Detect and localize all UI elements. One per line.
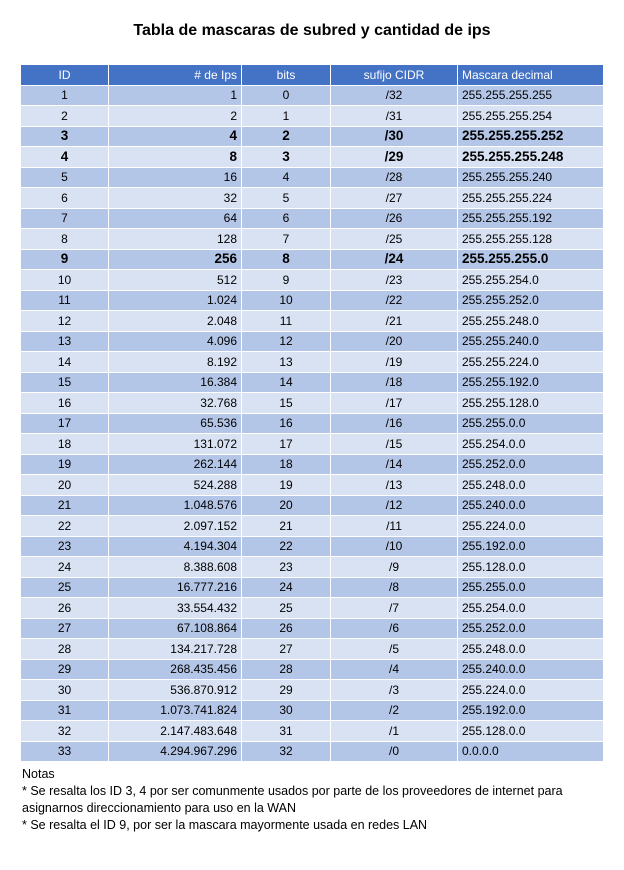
cell-id: 25 bbox=[21, 577, 109, 598]
cell-ips: 524.288 bbox=[109, 475, 242, 496]
cell-bits: 6 bbox=[242, 208, 331, 229]
cell-ips: 8 bbox=[109, 147, 242, 168]
table-row bbox=[21, 413, 604, 434]
cell-cidr: /16 bbox=[331, 413, 458, 434]
cell-cidr: /5 bbox=[331, 639, 458, 660]
cell-id: 27 bbox=[21, 618, 109, 639]
cell-bits: 28 bbox=[242, 659, 331, 680]
cell-mask: 255.224.0.0 bbox=[458, 680, 604, 701]
cell-bits: 10 bbox=[242, 290, 331, 311]
cell-id: 32 bbox=[21, 721, 109, 742]
cell-id: 5 bbox=[21, 167, 109, 188]
cell-mask: 255.254.0.0 bbox=[458, 434, 604, 455]
cell-id: 13 bbox=[21, 331, 109, 352]
cell-id: 2 bbox=[21, 106, 109, 127]
cell-mask: 255.255.255.252 bbox=[458, 126, 604, 147]
cell-bits: 17 bbox=[242, 434, 331, 455]
table-row bbox=[21, 741, 604, 762]
cell-ips: 65.536 bbox=[109, 413, 242, 434]
cell-mask: 255.255.192.0 bbox=[458, 372, 604, 393]
cell-ips: 2.097.152 bbox=[109, 516, 242, 537]
cell-cidr: /13 bbox=[331, 475, 458, 496]
cell-cidr: /25 bbox=[331, 229, 458, 250]
cell-bits: 5 bbox=[242, 188, 331, 209]
cell-cidr: /28 bbox=[331, 167, 458, 188]
subnet-mask-table bbox=[20, 64, 604, 762]
cell-mask: 255.255.252.0 bbox=[458, 290, 604, 311]
cell-cidr: /8 bbox=[331, 577, 458, 598]
table-row bbox=[21, 311, 604, 332]
note-wan: * Se resalta los ID 3, 4 por ser comunmente usados por parte de los proveedores de internet para asignarnos direccionamiento para uso en la WAN bbox=[22, 784, 563, 815]
cell-mask: 255.240.0.0 bbox=[458, 495, 604, 516]
cell-bits: 21 bbox=[242, 516, 331, 537]
cell-cidr: /4 bbox=[331, 659, 458, 680]
cell-id: 11 bbox=[21, 290, 109, 311]
cell-mask: 255.255.240.0 bbox=[458, 331, 604, 352]
cell-mask: 255.255.255.192 bbox=[458, 208, 604, 229]
cell-cidr: /32 bbox=[331, 85, 458, 106]
cell-ips: 1.024 bbox=[109, 290, 242, 311]
column-header-cidr: sufijo CIDR bbox=[331, 65, 458, 86]
cell-bits: 32 bbox=[242, 741, 331, 762]
cell-bits: 4 bbox=[242, 167, 331, 188]
table-row bbox=[21, 598, 604, 619]
table-row bbox=[21, 167, 604, 188]
table-row bbox=[21, 126, 604, 147]
cell-cidr: /1 bbox=[331, 721, 458, 742]
cell-ips: 4.096 bbox=[109, 331, 242, 352]
cell-id: 1 bbox=[21, 85, 109, 106]
notes-heading: Notas bbox=[22, 767, 55, 781]
cell-ips: 2.048 bbox=[109, 311, 242, 332]
cell-mask: 255.255.255.0 bbox=[458, 249, 604, 270]
cell-mask: 255.255.255.224 bbox=[458, 188, 604, 209]
table-row bbox=[21, 680, 604, 701]
cell-cidr: /18 bbox=[331, 372, 458, 393]
table-row bbox=[21, 352, 604, 373]
page-title: Tabla de mascaras de subred y cantidad de ips bbox=[133, 22, 491, 39]
cell-cidr: /22 bbox=[331, 290, 458, 311]
cell-cidr: /6 bbox=[331, 618, 458, 639]
table-row bbox=[21, 208, 604, 229]
cell-id: 8 bbox=[21, 229, 109, 250]
note-lan: * Se resalta el ID 9, por ser la mascara mayormente usada en redes LAN bbox=[22, 818, 428, 832]
table-row bbox=[21, 106, 604, 127]
cell-ips: 1 bbox=[109, 85, 242, 106]
cell-mask: 255.255.255.254 bbox=[458, 106, 604, 127]
cell-bits: 18 bbox=[242, 454, 331, 475]
cell-id: 15 bbox=[21, 372, 109, 393]
cell-cidr: /2 bbox=[331, 700, 458, 721]
cell-ips: 2.147.483.648 bbox=[109, 721, 242, 742]
cell-ips: 1.048.576 bbox=[109, 495, 242, 516]
cell-mask: 255.248.0.0 bbox=[458, 639, 604, 660]
cell-bits: 24 bbox=[242, 577, 331, 598]
table-row bbox=[21, 721, 604, 742]
cell-id: 30 bbox=[21, 680, 109, 701]
table-row bbox=[21, 372, 604, 393]
cell-id: 26 bbox=[21, 598, 109, 619]
cell-id: 12 bbox=[21, 311, 109, 332]
table-row bbox=[21, 700, 604, 721]
cell-ips: 8.192 bbox=[109, 352, 242, 373]
cell-mask: 255.255.248.0 bbox=[458, 311, 604, 332]
cell-cidr: /27 bbox=[331, 188, 458, 209]
table-row bbox=[21, 393, 604, 414]
cell-bits: 22 bbox=[242, 536, 331, 557]
table-header-row bbox=[21, 65, 604, 86]
table-row bbox=[21, 331, 604, 352]
cell-bits: 0 bbox=[242, 85, 331, 106]
cell-cidr: /21 bbox=[331, 311, 458, 332]
cell-cidr: /19 bbox=[331, 352, 458, 373]
cell-mask: 255.254.0.0 bbox=[458, 598, 604, 619]
cell-mask: 255.248.0.0 bbox=[458, 475, 604, 496]
table-row bbox=[21, 188, 604, 209]
cell-mask: 255.128.0.0 bbox=[458, 721, 604, 742]
cell-cidr: /0 bbox=[331, 741, 458, 762]
cell-mask: 255.255.255.240 bbox=[458, 167, 604, 188]
cell-id: 7 bbox=[21, 208, 109, 229]
cell-bits: 16 bbox=[242, 413, 331, 434]
cell-cidr: /31 bbox=[331, 106, 458, 127]
cell-bits: 29 bbox=[242, 680, 331, 701]
cell-id: 33 bbox=[21, 741, 109, 762]
cell-bits: 7 bbox=[242, 229, 331, 250]
cell-mask: 255.240.0.0 bbox=[458, 659, 604, 680]
cell-bits: 3 bbox=[242, 147, 331, 168]
cell-bits: 27 bbox=[242, 639, 331, 660]
table-row bbox=[21, 618, 604, 639]
cell-ips: 256 bbox=[109, 249, 242, 270]
cell-id: 23 bbox=[21, 536, 109, 557]
cell-id: 29 bbox=[21, 659, 109, 680]
cell-id: 28 bbox=[21, 639, 109, 660]
cell-cidr: /10 bbox=[331, 536, 458, 557]
table-row bbox=[21, 475, 604, 496]
table-row bbox=[21, 85, 604, 106]
cell-bits: 2 bbox=[242, 126, 331, 147]
cell-ips: 64 bbox=[109, 208, 242, 229]
cell-bits: 11 bbox=[242, 311, 331, 332]
cell-cidr: /7 bbox=[331, 598, 458, 619]
column-header-bits: bits bbox=[242, 65, 331, 86]
cell-ips: 536.870.912 bbox=[109, 680, 242, 701]
cell-mask: 255.255.128.0 bbox=[458, 393, 604, 414]
cell-id: 22 bbox=[21, 516, 109, 537]
cell-mask: 255.192.0.0 bbox=[458, 536, 604, 557]
cell-bits: 26 bbox=[242, 618, 331, 639]
cell-mask: 255.255.255.248 bbox=[458, 147, 604, 168]
table-row bbox=[21, 495, 604, 516]
cell-ips: 32 bbox=[109, 188, 242, 209]
cell-ips: 1.073.741.824 bbox=[109, 700, 242, 721]
cell-mask: 255.192.0.0 bbox=[458, 700, 604, 721]
cell-cidr: /9 bbox=[331, 557, 458, 578]
cell-bits: 23 bbox=[242, 557, 331, 578]
table-row bbox=[21, 229, 604, 250]
cell-cidr: /29 bbox=[331, 147, 458, 168]
cell-mask: 255.255.254.0 bbox=[458, 270, 604, 291]
cell-cidr: /11 bbox=[331, 516, 458, 537]
cell-cidr: /30 bbox=[331, 126, 458, 147]
cell-bits: 9 bbox=[242, 270, 331, 291]
table-row bbox=[21, 270, 604, 291]
cell-id: 9 bbox=[21, 249, 109, 270]
cell-ips: 33.554.432 bbox=[109, 598, 242, 619]
cell-id: 3 bbox=[21, 126, 109, 147]
table-row bbox=[21, 454, 604, 475]
table-row bbox=[21, 516, 604, 537]
cell-ips: 67.108.864 bbox=[109, 618, 242, 639]
table-row bbox=[21, 147, 604, 168]
cell-ips: 4 bbox=[109, 126, 242, 147]
cell-id: 21 bbox=[21, 495, 109, 516]
cell-bits: 31 bbox=[242, 721, 331, 742]
cell-ips: 16.384 bbox=[109, 372, 242, 393]
cell-ips: 4.294.967.296 bbox=[109, 741, 242, 762]
cell-bits: 20 bbox=[242, 495, 331, 516]
cell-id: 18 bbox=[21, 434, 109, 455]
cell-cidr: /17 bbox=[331, 393, 458, 414]
cell-mask: 255.252.0.0 bbox=[458, 618, 604, 639]
cell-ips: 131.072 bbox=[109, 434, 242, 455]
cell-bits: 1 bbox=[242, 106, 331, 127]
cell-ips: 512 bbox=[109, 270, 242, 291]
cell-mask: 255.252.0.0 bbox=[458, 454, 604, 475]
cell-id: 14 bbox=[21, 352, 109, 373]
table-row bbox=[21, 434, 604, 455]
notes-section bbox=[22, 766, 612, 834]
cell-ips: 32.768 bbox=[109, 393, 242, 414]
cell-id: 31 bbox=[21, 700, 109, 721]
cell-mask: 255.128.0.0 bbox=[458, 557, 604, 578]
column-header-id: ID bbox=[21, 65, 109, 86]
cell-mask: 255.255.255.128 bbox=[458, 229, 604, 250]
cell-ips: 16 bbox=[109, 167, 242, 188]
cell-bits: 12 bbox=[242, 331, 331, 352]
cell-bits: 25 bbox=[242, 598, 331, 619]
cell-cidr: /20 bbox=[331, 331, 458, 352]
cell-bits: 30 bbox=[242, 700, 331, 721]
table-row bbox=[21, 639, 604, 660]
table-row bbox=[21, 659, 604, 680]
cell-mask: 255.224.0.0 bbox=[458, 516, 604, 537]
cell-bits: 15 bbox=[242, 393, 331, 414]
cell-bits: 8 bbox=[242, 249, 331, 270]
cell-id: 20 bbox=[21, 475, 109, 496]
cell-cidr: /24 bbox=[331, 249, 458, 270]
cell-mask: 255.255.255.255 bbox=[458, 85, 604, 106]
cell-cidr: /3 bbox=[331, 680, 458, 701]
cell-bits: 19 bbox=[242, 475, 331, 496]
cell-ips: 2 bbox=[109, 106, 242, 127]
column-header-mask: Mascara decimal bbox=[458, 65, 604, 86]
cell-id: 16 bbox=[21, 393, 109, 414]
table-row bbox=[21, 249, 604, 270]
column-header-ips: # de Ips bbox=[109, 65, 242, 86]
cell-ips: 268.435.456 bbox=[109, 659, 242, 680]
table-body bbox=[21, 85, 604, 762]
cell-id: 24 bbox=[21, 557, 109, 578]
cell-mask: 255.255.0.0 bbox=[458, 413, 604, 434]
cell-mask: 255.255.0.0 bbox=[458, 577, 604, 598]
cell-ips: 128 bbox=[109, 229, 242, 250]
cell-id: 10 bbox=[21, 270, 109, 291]
table-row bbox=[21, 577, 604, 598]
cell-cidr: /23 bbox=[331, 270, 458, 291]
cell-id: 19 bbox=[21, 454, 109, 475]
cell-mask: 255.255.224.0 bbox=[458, 352, 604, 373]
cell-id: 4 bbox=[21, 147, 109, 168]
table-row bbox=[21, 536, 604, 557]
table-row bbox=[21, 290, 604, 311]
cell-mask: 0.0.0.0 bbox=[458, 741, 604, 762]
cell-ips: 134.217.728 bbox=[109, 639, 242, 660]
cell-ips: 16.777.216 bbox=[109, 577, 242, 598]
cell-ips: 4.194.304 bbox=[109, 536, 242, 557]
cell-id: 17 bbox=[21, 413, 109, 434]
cell-bits: 13 bbox=[242, 352, 331, 373]
cell-ips: 8.388.608 bbox=[109, 557, 242, 578]
cell-cidr: /15 bbox=[331, 434, 458, 455]
cell-bits: 14 bbox=[242, 372, 331, 393]
cell-cidr: /14 bbox=[331, 454, 458, 475]
cell-cidr: /12 bbox=[331, 495, 458, 516]
cell-ips: 262.144 bbox=[109, 454, 242, 475]
cell-id: 6 bbox=[21, 188, 109, 209]
table-row bbox=[21, 557, 604, 578]
cell-cidr: /26 bbox=[331, 208, 458, 229]
